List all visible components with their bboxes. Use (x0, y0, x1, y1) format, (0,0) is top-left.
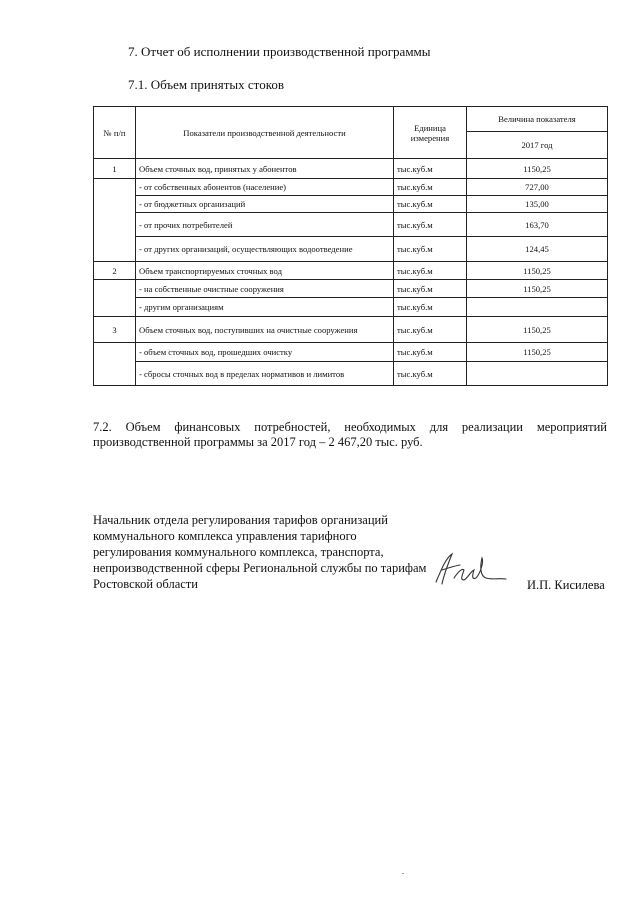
table-row (94, 196, 608, 213)
row-unit: тыс.куб.м (394, 196, 467, 213)
row-num: 1 (94, 159, 136, 179)
table-row (94, 213, 608, 237)
row-value: 727,00 (467, 179, 608, 196)
row-name: - другим организациям (136, 298, 394, 317)
handwritten-signature (430, 548, 510, 592)
section-heading: 7. Отчет об исполнении производственной программы (128, 44, 431, 59)
row-unit: тыс.куб.м (394, 298, 467, 317)
signatory-name: И.П. Кисилева (527, 578, 605, 592)
row-name: - от прочих потребителей (136, 213, 394, 237)
row-value: 1150,25 (467, 262, 608, 280)
table-row (94, 280, 608, 298)
row-unit: тыс.куб.м (394, 179, 467, 196)
signatory-position: Начальник отдела регулирования тарифов организаций коммунального комплекса управления тарифного регулирования коммунального комплекса, транспорта, непроизводственной сферы Региональной службы по тарифам Ростовской области (93, 513, 427, 591)
row-num (94, 280, 136, 317)
row-unit: тыс.куб.м (394, 262, 467, 280)
row-value: 1150,25 (467, 317, 608, 343)
table-row (94, 159, 608, 179)
row-name: Объем транспортируемых сточных вод (136, 262, 394, 280)
row-name: Объем сточных вод, принятых у абонентов (136, 159, 394, 179)
header-num: № п/п (94, 107, 136, 159)
table-row (94, 317, 608, 343)
table-row (94, 343, 608, 362)
table-row (94, 298, 608, 317)
row-unit: тыс.куб.м (394, 343, 467, 362)
row-unit: тыс.куб.м (394, 237, 467, 262)
subsection-heading: 7.1. Объем принятых стоков (128, 77, 284, 92)
scan-speck (402, 873, 404, 874)
header-value-group: Величина показателя (467, 107, 608, 132)
row-unit: тыс.куб.м (394, 317, 467, 343)
header-unit: Единица измерения (394, 107, 467, 159)
header-year: 2017 год (467, 132, 608, 159)
row-value: 1150,25 (467, 280, 608, 298)
row-value (467, 298, 608, 317)
row-name: - от других организаций, осуществляющих водоотведение (136, 237, 394, 262)
row-unit: тыс.куб.м (394, 362, 467, 386)
row-name: - от собственных абонентов (население) (136, 179, 394, 196)
row-name: - от бюджетных организаций (136, 196, 394, 213)
row-name: - объем сточных вод, прошедших очистку (136, 343, 394, 362)
row-num (94, 343, 136, 386)
row-name: - сбросы сточных вод в пределах нормативов и лимитов (136, 362, 394, 386)
row-num (94, 179, 136, 262)
row-value: 135,00 (467, 196, 608, 213)
row-name: - на собственные очистные сооружения (136, 280, 394, 298)
row-value: 1150,25 (467, 159, 608, 179)
row-num: 2 (94, 262, 136, 280)
row-num: 3 (94, 317, 136, 343)
row-name: Объем сточных вод, поступивших на очистные сооружения (136, 317, 394, 343)
table-row (94, 237, 608, 262)
header-indicator: Показатели производственной деятельности (136, 107, 394, 159)
wastewater-table (93, 106, 608, 386)
row-unit: тыс.куб.м (394, 159, 467, 179)
row-unit: тыс.куб.м (394, 213, 467, 237)
table-row (94, 262, 608, 280)
table-row (94, 362, 608, 386)
financial-needs-paragraph: 7.2. Объем финансовых потребностей, необходимых для реализации мероприятий производственной программы за 2017 год – 2 467,20 тыс. руб. (93, 420, 607, 449)
row-value: 163,70 (467, 213, 608, 237)
row-value: 124,45 (467, 237, 608, 262)
row-value (467, 362, 608, 386)
row-unit: тыс.куб.м (394, 280, 467, 298)
table-row (94, 179, 608, 196)
row-value: 1150,25 (467, 343, 608, 362)
